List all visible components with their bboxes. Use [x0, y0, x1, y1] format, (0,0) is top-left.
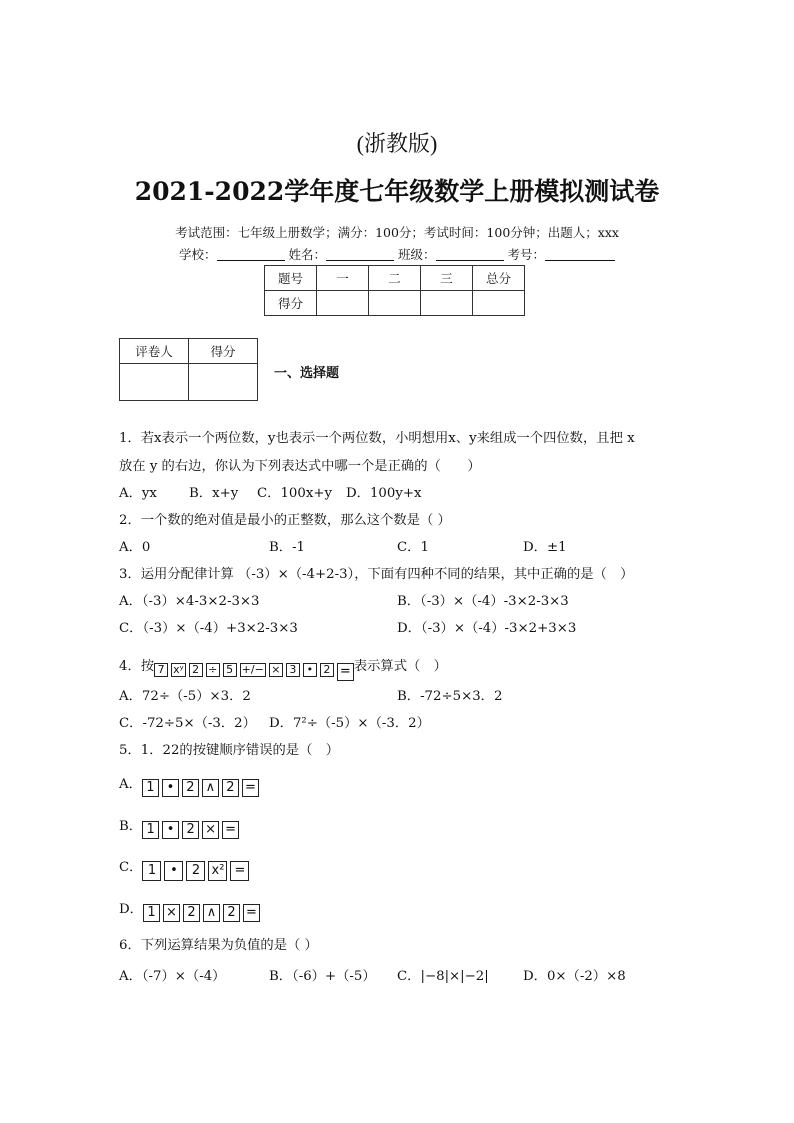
option-c[interactable]: C．1 — [397, 540, 429, 555]
calc-key: 7 — [154, 663, 168, 677]
question-6-options — [119, 965, 719, 983]
option-d[interactable]: D．7²÷（-5）×（-3．2） — [269, 716, 430, 731]
calc-key: 2 — [320, 663, 334, 677]
exam-info: 考试范围：七年级上册数学；满分：100分；考试时间：100分钟；出题人；xxx — [175, 225, 619, 240]
question-3-options-row2 — [119, 617, 719, 635]
section-title: 一、选择题 — [274, 366, 340, 381]
calc-key: 1 — [142, 861, 161, 881]
calc-key: 1 — [143, 904, 160, 922]
calc-key: 2 — [183, 904, 200, 922]
exam-title: 2021-2022学年度七年级数学上册模拟测试卷 — [134, 177, 660, 206]
option-c[interactable] — [397, 965, 489, 984]
calc-key: • — [164, 861, 183, 881]
calc-key: = — [222, 821, 239, 839]
question-5-option-a[interactable] — [119, 773, 259, 797]
option-label: C． — [119, 860, 143, 875]
calc-key: 2 — [222, 779, 239, 797]
calc-key: 1 — [142, 821, 159, 839]
option-b[interactable]: B．（-6）+（-5） — [269, 969, 376, 984]
score-row-label: 得分 — [265, 291, 317, 316]
question-4-stem — [119, 655, 447, 681]
question-2-options — [119, 536, 719, 554]
score-header-cell: 题号 — [265, 266, 317, 291]
calc-key: ÷ — [206, 663, 220, 677]
calc-key: = — [242, 779, 259, 797]
question-4-options-row2 — [119, 712, 719, 730]
calc-key: 5 — [223, 663, 237, 677]
key-sequence — [142, 821, 239, 839]
calc-key: = — [230, 861, 249, 881]
question-6-stem: 6．下列运算结果为负值的是（ ） — [119, 938, 318, 953]
option-d[interactable]: D．0×（-2）×8 — [523, 969, 626, 984]
question-5-stem: 5．1．22的按键顺序错误的是（ ） — [119, 743, 339, 758]
option-d[interactable]: D．100y+x — [346, 486, 422, 501]
calc-key: = — [337, 663, 354, 681]
exam-number-blank[interactable] — [545, 246, 615, 261]
calc-key: xʸ — [173, 663, 184, 676]
calc-key: • — [162, 821, 179, 839]
score-cell[interactable] — [421, 291, 473, 316]
option-b[interactable]: B．-1 — [269, 540, 306, 555]
option-a[interactable]: A．yx — [119, 486, 157, 501]
option-b[interactable]: B．x+y — [189, 486, 239, 501]
calc-key: ∧ — [203, 904, 220, 922]
score-header-cell: 二 — [369, 266, 421, 291]
grader-header-cell: 得分 — [189, 339, 258, 364]
option-c[interactable]: C．-72÷5×（-3．2） — [119, 716, 256, 731]
key-sequence — [143, 904, 260, 922]
score-header-cell: 一 — [317, 266, 369, 291]
grader-header-cell: 评卷人 — [120, 339, 189, 364]
option-a[interactable]: A．（-3）×4-3×2-3×3 — [119, 594, 260, 609]
score-cell[interactable] — [317, 291, 369, 316]
calc-key: 2 — [182, 779, 199, 797]
grader-cell[interactable] — [120, 364, 189, 401]
question-4-suffix: 表示算式（ ） — [353, 659, 447, 674]
calc-key: • — [162, 779, 179, 797]
option-a[interactable]: A．（-7）×（-4） — [119, 969, 226, 984]
question-5-option-b[interactable] — [119, 815, 239, 839]
question-2-stem: 2．一个数的绝对值是最小的正整数，那么这个数是（ ） — [119, 513, 451, 528]
key-sequence — [142, 861, 249, 881]
option-c[interactable]: C．100x+y — [257, 486, 333, 501]
option-c-label: C． — [397, 969, 421, 984]
question-4-prefix: 4．按 — [119, 659, 155, 674]
option-b[interactable]: B．（-3）×（-4）-3×2-3×3 — [397, 594, 569, 609]
question-3-stem: 3．运用分配律计算 （-3）×（-4+2-3），下面有四种不同的结果，其中正确的是（ ） — [119, 567, 634, 582]
question-1-line1: 1．若x表示一个两位数，y也表示一个两位数，小明想用x、y来组成一个四位数，且把 x — [119, 431, 635, 446]
question-3-options-row1 — [119, 590, 719, 608]
calc-key: x² — [208, 861, 227, 881]
class-blank[interactable] — [436, 246, 504, 261]
question-1-line2: 放在 y 的右边，你认为下列表达式中哪一个是正确的（ ） — [119, 459, 481, 474]
option-d[interactable]: D．（-3）×（-4）-3×2+3×3 — [397, 621, 577, 636]
question-1-options — [119, 482, 719, 500]
calc-key: 2 — [189, 663, 203, 677]
score-table — [264, 265, 525, 316]
calc-key: 2 — [223, 904, 240, 922]
calc-key: • — [303, 663, 317, 677]
score-header-cell: 总分 — [473, 266, 525, 291]
calc-key: 3 — [286, 663, 300, 677]
school-blank[interactable] — [217, 246, 285, 261]
score-cell[interactable] — [369, 291, 421, 316]
calc-key: 2 — [186, 861, 205, 881]
calc-key: ∧ — [202, 779, 219, 797]
score-cell[interactable] — [473, 291, 525, 316]
question-4-options-row1 — [119, 685, 719, 703]
option-b[interactable]: B．-72÷5×3．2 — [397, 689, 503, 704]
grader-table — [119, 338, 258, 401]
name-label: 姓名： — [288, 247, 326, 262]
key-sequence — [154, 663, 354, 681]
option-label: D． — [119, 902, 143, 917]
option-d[interactable]: D．±1 — [523, 540, 567, 555]
calc-key: × — [269, 663, 283, 677]
name-blank[interactable] — [326, 246, 394, 261]
option-label: A． — [119, 777, 142, 792]
question-5-option-d[interactable] — [119, 898, 260, 922]
student-fields — [0, 245, 794, 263]
score-header-cell: 三 — [421, 266, 473, 291]
option-a[interactable]: A．72÷（-5）×3．2 — [119, 689, 251, 704]
question-5-option-c[interactable] — [119, 856, 249, 881]
option-c-expression: |−8|×|−2| — [420, 969, 489, 984]
school-label: 学校： — [178, 247, 217, 262]
key-sequence — [142, 779, 259, 797]
option-a[interactable]: A．0 — [119, 540, 151, 555]
edition-label: (浙教版) — [356, 131, 438, 156]
calc-key: 2 — [182, 821, 199, 839]
calc-key: × — [163, 904, 180, 922]
calc-key: 1 — [142, 779, 159, 797]
grader-cell[interactable] — [189, 364, 258, 401]
calc-key: = — [243, 904, 260, 922]
option-c[interactable]: C．（-3）×（-4）+3×2-3×3 — [119, 621, 298, 636]
calc-key: +/− — [241, 663, 264, 676]
calc-key: × — [202, 821, 219, 839]
class-label: 班级： — [397, 247, 436, 262]
exam-number-label: 考号： — [507, 247, 545, 262]
option-label: B． — [119, 819, 143, 834]
